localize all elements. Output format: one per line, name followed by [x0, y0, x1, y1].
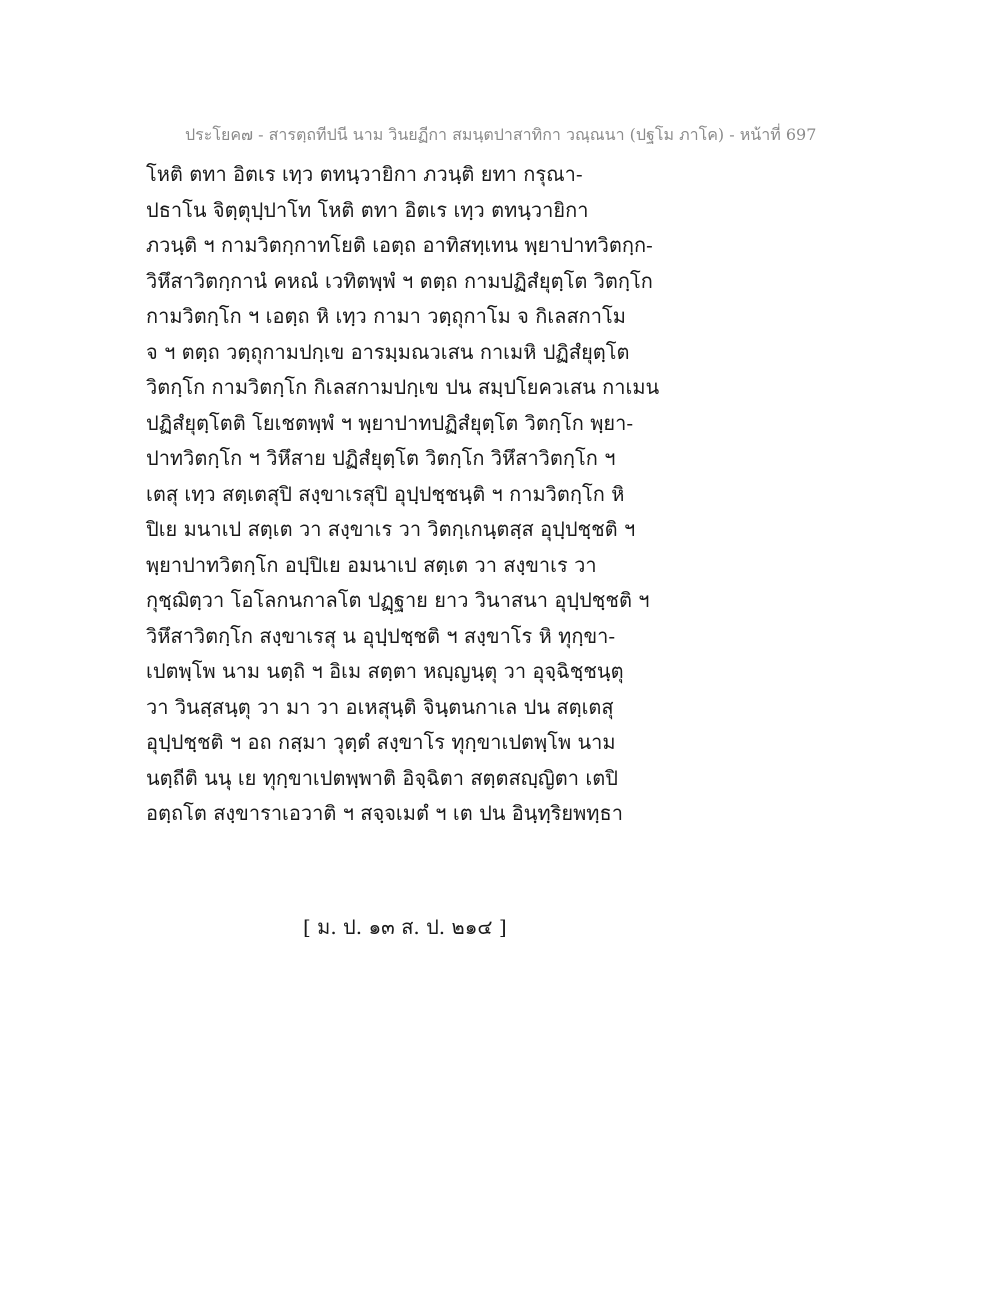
text-line: เปตพฺโพ นาม นตฺถิ ฯ อิเม สตฺตา หญฺญนฺตุ วา อุจฺฉิชฺชนฺตุ	[146, 659, 624, 683]
text-line: โหติ ตทา อิตเร เทฺว ตทนฺวายิกา ภวนฺติ ยทา กรุณา-	[146, 162, 583, 186]
text-line: วา วินสฺสนฺตุ วา มา วา อเหสุนฺติ จินฺตนกาเล ปน สตฺเตสุ	[146, 694, 614, 719]
text-line: วิหึสาวิตกฺโก สงฺขาเรสุ น อุปฺปชฺชติ ฯ สงฺขาโร หิ ทุกฺขา-	[146, 623, 616, 648]
body-text	[146, 157, 706, 832]
text-line: ปธาโน จิตฺตุปฺปาโท โหติ ตทา อิตเร เทฺว ตทนฺวายิกา	[146, 197, 589, 222]
text-line: ปาทวิตกฺโก ฯ วิหึสาย ปฏิสํยุตฺโต วิตกฺโก วิหึสาวิตกฺโก ฯ	[146, 446, 616, 470]
text-line: อตฺถโต สงฺขาราเอวาติ ฯ สจฺจเมตํ ฯ เต ปน อินฺทฺริยพทฺธา	[146, 801, 623, 825]
text-line: กุชฺฌิตฺวา โอโลกนกาลโต ปฏฺฐาย ยาว วินาสนา อุปฺปชฺชติ ฯ	[146, 588, 650, 612]
text-line: เตสุ เทฺว สตฺเตสุปิ สงฺขาเรสุปิ อุปฺปชฺชนฺติ ฯ กามวิตกฺโก หิ	[146, 481, 625, 506]
text-line: วิหึสาวิตกฺกานํ คหณํ เวทิตพฺพํ ฯ ตตฺถ กามปฏิสํยุตฺโต วิตกฺโก	[146, 268, 653, 293]
running-header: ประโยค๗ - สารตฺถทีปนี นาม วินยฏีกา สมนฺตปาสาทิกา วณฺณนา (ปฐโม ภาโค) - หน้าที่ 697	[185, 125, 817, 144]
text-line: ภวนฺติ ฯ กามวิตกฺกาทโยติ เอตฺถ อาทิสทฺเทน พฺยาปาทวิตกฺก-	[146, 233, 653, 257]
text-line: อุปฺปชฺชติ ฯ อถ กสฺมา วุตฺตํ สงฺขาโร ทุกฺขาเปตพฺโพ นาม	[146, 730, 616, 754]
text-line: จ ฯ ตตฺถ วตฺถุกามปกฺเข อารมฺมณวเสน กาเมหิ ปฏิสํยุตฺโต	[146, 339, 630, 364]
text-line: พฺยาปาทวิตกฺโก อปฺปิเย อมนาเป สตฺเต วา สงฺขาเร วา	[146, 552, 597, 577]
text-line: ปิเย มนาเป สตฺเต วา สงฺขาเร วา วิตกฺเกนฺตสฺส อุปฺปชฺชติ ฯ	[146, 517, 636, 541]
text-line: กามวิตกฺโก ฯ เอตฺถ หิ เทฺว กามา วตฺถุกาโม จ กิเลสกาโม	[146, 304, 626, 328]
text-line: วิตกฺโก กามวิตกฺโก กิเลสกามปกฺเข ปน สมฺปโยควเสน กาเมน	[146, 375, 660, 399]
page-reference: [ ม. ป. ๑๓ ส. ป. ๒๑๔ ]	[303, 915, 507, 939]
text-line: ปฏิสํยุตฺโตติ โยเชตพฺพํ ฯ พฺยาปาทปฏิสํยุตฺโต วิตกฺโก พฺยา-	[146, 410, 634, 435]
text-line: นตฺถีติ นนุ เย ทุกฺขาเปตพฺพาติ อิจฺฉิตา สตฺตสญฺญิตา เตปิ	[146, 765, 618, 790]
